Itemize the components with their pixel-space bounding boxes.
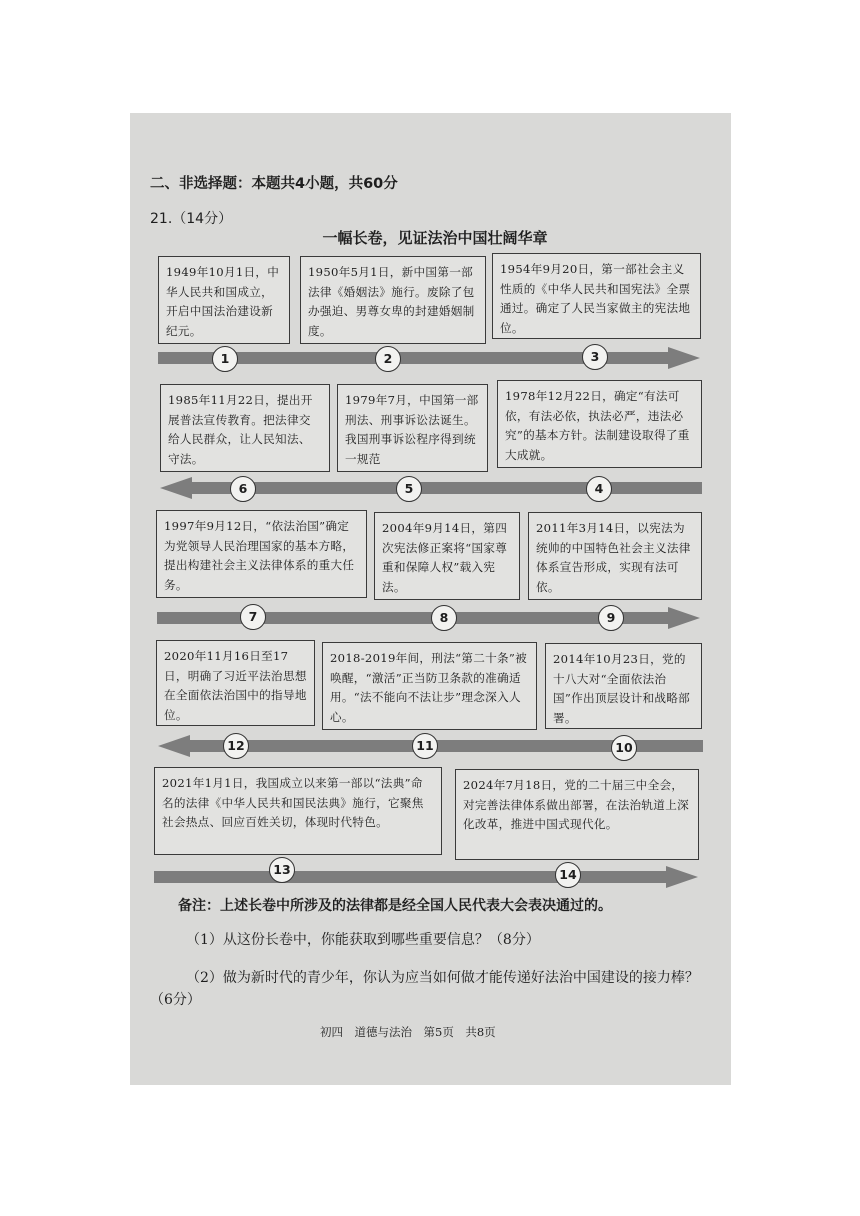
event-box-2: 1950年5月1日，新中国第一部法律《婚姻法》施行。废除了包办强迫、男尊女卑的封建婚姻制度。: [300, 256, 486, 344]
marker-4: 4: [586, 476, 612, 502]
marker-14: 14: [555, 862, 581, 888]
event-box-3: 1954年9月20日，第一部社会主义性质的《中华人民共和国宪法》全票通过。确定了人民当家做主的宪法地位。: [492, 253, 701, 339]
section-heading: 二、非选择题：本题共4小题，共60分: [150, 176, 398, 192]
event-box-9: 2011年3月14日，以宪法为统帅的中国特色社会主义法律体系宣告形成，实现有法可依。: [528, 512, 702, 600]
marker-7: 7: [240, 604, 266, 630]
marker-9: 9: [598, 605, 624, 631]
marker-11: 11: [412, 733, 438, 759]
event-box-1: 1949年10月1日，中华人民共和国成立，开启中国法治建设新纪元。: [158, 256, 290, 344]
event-box-12: 2020年11月16日至17日，明确了习近平法治思想在全面依法治国中的指导地位。: [156, 640, 315, 726]
timeline-arrow-right: [158, 347, 700, 369]
event-box-5: 1979年7月，中国第一部刑法、刑事诉讼法诞生。我国刑事诉讼程序得到统一规范: [337, 384, 488, 472]
event-box-6: 1985年11月22日，提出开展普法宣传教育。把法律交给人民群众，让人民知法、守法。: [160, 384, 330, 472]
marker-6: 6: [230, 476, 256, 502]
sub-question-2: （2）做为新时代的青少年，你认为应当如何做才能传递好法治中国建设的接力棒？（6分）: [150, 970, 699, 1008]
question-number: 21.（14分）: [150, 211, 233, 227]
event-box-7: 1997年9月12日，“依法治国”确定为党领导人民治理国家的基本方略，提出构建社会主义法律体系的重大任务。: [156, 510, 367, 598]
event-box-8: 2004年9月14日，第四次宪法修正案将“国家尊重和保障人权”载入宪法。: [374, 512, 520, 600]
sub-question-1: （1）从这份长卷中，你能获取到哪些重要信息？（8分）: [186, 932, 540, 948]
event-box-13: 2021年1月1日，我国成立以来第一部以“法典”命名的法律《中华人民共和国民法典》施行，它聚焦社会热点、回应百姓关切，体现时代特色。: [154, 767, 442, 855]
marker-12: 12: [223, 733, 249, 759]
event-box-14: 2024年7月18日，党的二十届三中全会，对完善法律体系做出部署，在法治轨道上深化改革，推进中国式现代化。: [455, 769, 699, 860]
timeline-arrow-right: [154, 866, 698, 888]
marker-2: 2: [375, 346, 401, 372]
note: 备注：上述长卷中所涉及的法律都是经全国人民代表大会表决通过的。: [178, 898, 612, 914]
marker-1: 1: [212, 346, 238, 372]
marker-5: 5: [396, 476, 422, 502]
page-footer: 初四 道德与法治 第5页 共8页: [320, 1025, 496, 1039]
marker-10: 10: [611, 735, 637, 761]
marker-3: 3: [582, 344, 608, 370]
event-box-11: 2018-2019年间，刑法“第二十条”被唤醒，“激活”正当防卫条款的准确适用。“法不能向不法让步”理念深入人心。: [322, 642, 537, 730]
marker-13: 13: [269, 857, 295, 883]
marker-8: 8: [431, 605, 457, 631]
scroll-title: 一幅长卷，见证法治中国壮阔华章: [322, 229, 548, 247]
event-box-4: 1978年12月22日，确定“有法可依，有法必依，执法必严，违法必究”的基本方针。法制建设取得了重大成就。: [497, 380, 702, 468]
event-box-10: 2014年10月23日，党的十八大对“全面依法治国”作出顶层设计和战略部署。: [545, 643, 702, 729]
